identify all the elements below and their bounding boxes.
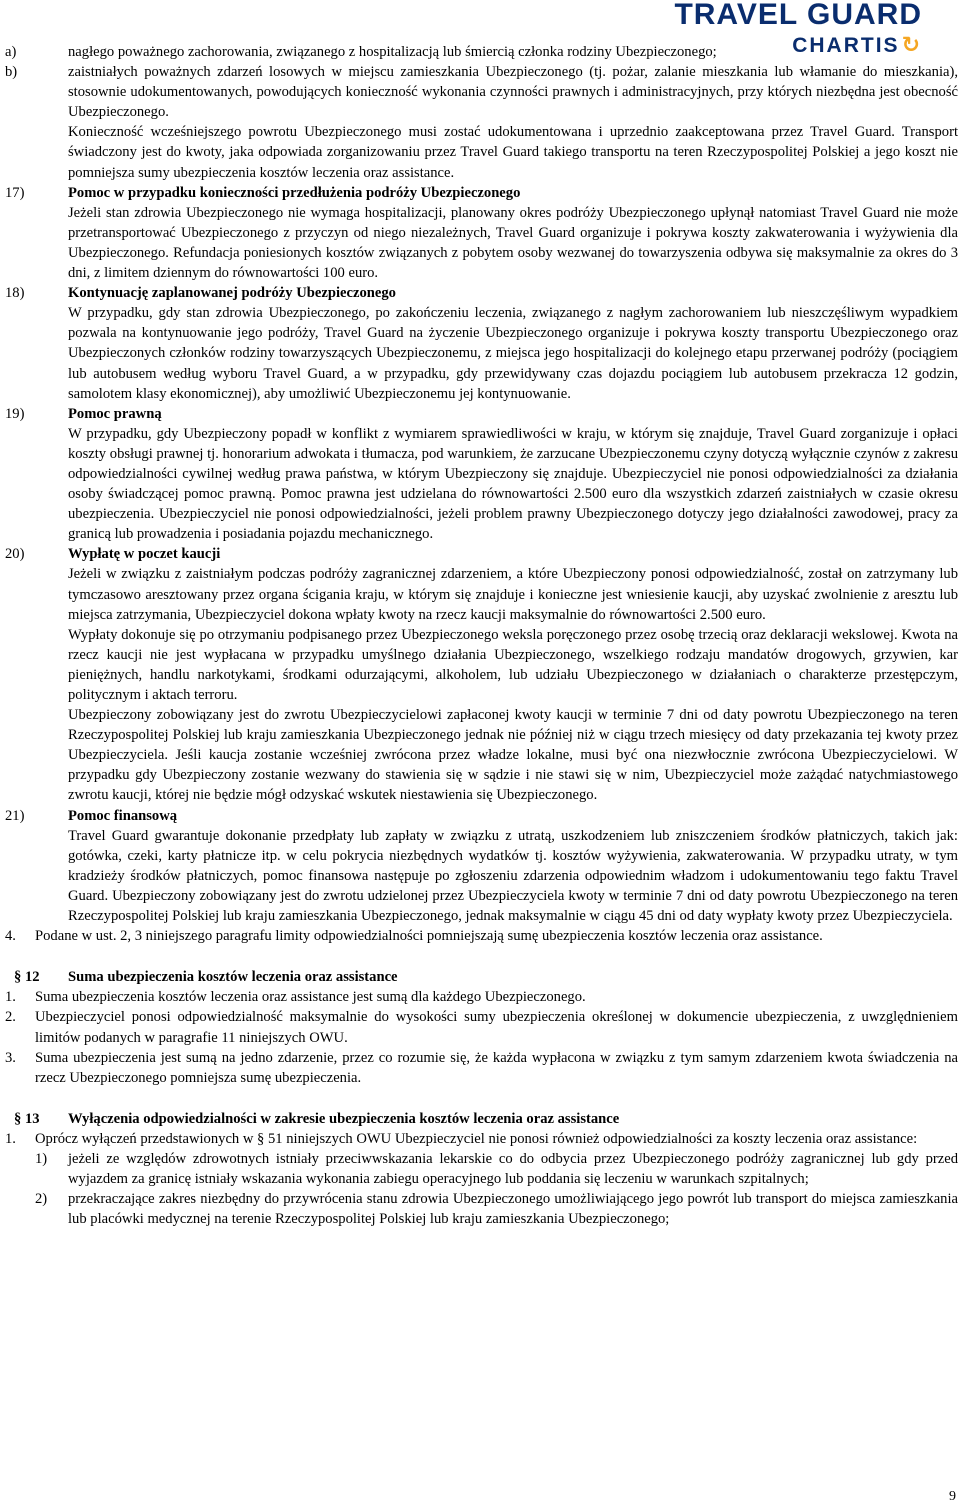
section-heading: § 13 Wyłączenia odpowiedzialności w zakresie ubezpieczenia kosztów leczenia oraz assistance [0, 1109, 960, 1129]
sub-brand-name: CHARTIS [792, 34, 900, 57]
item-title: Pomoc finansową [68, 807, 178, 824]
paragraph: Travel Guard gwarantuje dokonanie przedpłaty lub zapłaty w związku z utratą, uszkodzeniem lub zniszczeniem środków płatniczych, takich jak: gotówka, czeki, karty płatnicze itp. w celu pokrycia niezbędnych wydatków tj. kosztów wyżywienia, zakwaterowania. W przypadku utraty, w tym kradzieży środków płatniczych, pomoc finansowa następuje po zgłoszeniu zdarzenia odpowiednim władzom i udokumentowaniu tego faktu Travel Guard. Ubezpieczony zobowiązany jest do zwrotu udzielonej przez Ubezpieczyciela kwoty w terminie 7 dni od daty powrotu Ubezpieczonego na teren Rzeczypospolitej Polskiej lub kraju zamieszkania Ubezpieczonego, jednak maksymalnie w ciągu 45 dni od daty wypłaty kwoty przez Ubezpieczyciela. [68, 827, 958, 925]
paragraph: Konieczność wcześniejszego powrotu Ubezpieczonego musi zostać udokumentowana i uprzednio zaakceptowana przez Travel Guard. Transport świadczony jest do kwoty, jaka odpowiada zorganizowaniu przez Travel Guard takiego transportu na teren Rzeczypospolitej Polskiej a jego koszt nie pomniejsza sumy ubezpieczenia kosztów leczenia oraz assistance. [68, 124, 958, 181]
list-item: 20) Wypłatę w poczet kaucji Jeżeli w związku z zaistniałym podczas podróży zagranicznej zdarzeniem, a które Ubezpieczony ponosi odpowiedzialność, został on zatrzymany lub tymczasowo aresztowany przez organa ścigania kraju, w którym się znajduje i konieczne jest wniesienie kaucji, aby uzyskać zwolnienie z aresztu lub miejsca zatrzymania, Ubezpieczyciel dokona wpłaty kwoty na rzecz kaucji maksymalnie do równowartości 2.500 euro. Wypłaty dokonuje się po otrzymaniu podpisanego przez Ubezpieczonego weksla poręczonego przez osobę trzecią oraz deklaracji wekslowej. Kwota na rzecz kaucji nie jest wypłacana w przypadku umyślnego działania Ubezpieczonego, wszelkiego rodzaju mandatów drogowych, grzywien, kar pieniężnych, handlu narkotykami, środkami odurzającymi, alkoholem, lub udziału Ubezpieczonego w działaniach o charakterze przestępczym, politycznym i aktach terroru. Ubezpieczony zobowiązany jest do zwrotu Ubezpieczycielowi zapłaconej kwoty kaucji w terminie 7 dni od daty powrotu Ubezpieczonego na teren Rzeczypospolitej Polskiej lub kraju zamieszkania Ubezpieczonego jednak nie później niż w ciągu trzech miesięcy od daty przekazania tej kwoty przez Ubezpieczyciela. Jeśli kaucja zostanie wcześniej zwrócona przez władze lokalne, musi być ona niezwłocznie zwrócona Ubezpieczycielowi. W przypadku gdy Ubezpieczony zostanie wezwany do stawienia się w sądzie i nie stawi się w nim, Ubezpieczyciel może zażądać natychmiastowego zwrotu kaucji, której nie będzie mógł odzyskać wskutek niestawienia się Ubezpieczonego. [0, 544, 960, 805]
list-item: 2) przekraczające zakres niezbędny do przywrócenia stanu zdrowia Ubezpieczonego umożliwiającego jego powrót lub transport do miejsca zamieszkania lub placówki medycznej na terenie Rzeczypospolitej Polskiej lub kraju zamieszkania Ubezpieczonego; [35, 1191, 958, 1228]
paragraph: W przypadku, gdy Ubezpieczony popadł w konflikt z wymiarem sprawiedliwości w kraju, w którym się znajduje, Travel Guard zorganizuje i opłaci koszty obsługi prawnej tj. honorarium adwokata i tłumacza, pod warunkiem, że zarzucane Ubezpieczonemu czyny dotyczą wyłącznie czynów z zakresu odpowiedzialności cywilnej według prawa państwa, w którym Ubezpieczony się znajduje. Ubezpieczyciel nie ponosi odpowiedzialności za działania osoby świadczącej pomoc prawną. Pomoc prawna jest udzielana do równowartości 2.500 euro dla wszystkich zdarzeń zaistniałych w czasie okresu ubezpieczenia. Ubezpieczyciel nie ponosi odpowiedzialności, jeżeli problem prawny Ubezpieczonego dotyczy jego działalności zawodowej, pracy za granicą lub prowadzenia i posiadania pojazdu mechanicznego. [68, 425, 958, 543]
list-item: 2. Ubezpieczyciel ponosi odpowiedzialność maksymalnie do wysokości sumy ubezpieczenia określonej w dokumencie ubezpieczenia, z uwzględnieniem limitów podanych w paragrafie 11 niniejszych OWU. [5, 1009, 958, 1046]
list-item: 1) jeżeli ze względów zdrowotnych istniały przeciwwskazania lekarskie co do odbycia przez Ubezpieczonego podróży zagranicznej lub gdy przed wyjazdem za granicę istniały wskazania wykonania zabiegu operacyjnego lub poddania się leczeniu w warunkach szpitalnych; [35, 1150, 958, 1188]
document-body [0, 42, 960, 1229]
section-heading: § 12 Suma ubezpieczenia kosztów leczenia oraz assistance [0, 967, 960, 987]
list-item: 18) Kontynuację zaplanowanej podróży Ubezpieczonego W przypadku, gdy stan zdrowia Ubezpieczonego, po zakończeniu leczenia, związanego z nagłym zachorowaniem lub nieszczęśliwym wypadkiem pozwala na kontynuowanie jego podróży, Travel Guard na życzenie Ubezpieczonego organizuje i pokrywa koszty transportu Ubezpieczonego oraz Ubezpieczonych członków rodziny towarzyszących Ubezpieczonemu, z miejsca jego hospitalizacji do kolejnego etapu przerwanej podróży (pociągiem lub autobusem według wyboru Travel Guard, a w przypadku, gdy przewidywany czas dojazdu pociągiem lub autobusem przekracza 12 godzin, samolotem klasy ekonomicznej), aby umożliwić Ubezpieczonemu jej kontynuowanie. [0, 283, 960, 404]
paragraph: Ubezpieczony zobowiązany jest do zwrotu Ubezpieczycielowi zapłaconej kwoty kaucji w terminie 7 dni od daty powrotu Ubezpieczonego na teren Rzeczypospolitej Polskiej lub kraju zamieszkania Ubezpieczonego jednak nie później niż w ciągu trzech miesięcy od daty przekazania tej kwoty przez Ubezpieczyciela. Jeśli kaucja zostanie wcześniej zwrócona przez władze lokalne, musi być ona niezwłocznie zwrócona Ubezpieczycielowi. W przypadku gdy Ubezpieczony zostanie wezwany do stawienia się w sądzie i nie stawi się w nim, Ubezpieczyciel może zażądać natychmiastowego zwrotu kaucji, której nie będzie mógł odzyskać wskutek niestawienia się Ubezpieczonego. [68, 707, 958, 804]
section-symbol: § 13 [14, 1110, 40, 1127]
list-item: 19) Pomoc prawną W przypadku, gdy Ubezpieczony popadł w konflikt z wymiarem sprawiedliwości w kraju, w którym się znajduje, Travel Guard zorganizuje i opłaci koszty obsługi prawnej tj. honorarium adwokata i tłumacza, pod warunkiem, że zarzucane Ubezpieczonemu czyny dotyczą wyłącznie czynów z zakresu odpowiedzialności cywilnej według prawa państwa, w którym Ubezpieczony się znajduje. Ubezpieczyciel nie ponosi odpowiedzialności za działania osoby świadczącej pomoc prawną. Pomoc prawna jest udzielana do równowartości 2.500 euro dla wszystkich zdarzeń zaistniałych w czasie okresu ubezpieczenia. Ubezpieczyciel nie ponosi odpowiedzialności, jeżeli problem prawny Ubezpieczonego dotyczy jego działalności zawodowej, pracy za granicą lub prowadzenia i posiadania pojazdu mechanicznego. [0, 404, 960, 545]
list-item: 3. Suma ubezpieczenia jest sumą na jedno zdarzenie, przez co rozumie się, że każda wypłacona w związku z tym samym zdarzeniem kwota świadczenia na rzecz Ubezpieczonego pomniejsza sumę ubezpieczenia. [5, 1049, 958, 1086]
page-number: 9 [949, 1488, 956, 1504]
section-symbol: § 12 [14, 969, 40, 986]
list-item: 1. Suma ubezpieczenia kosztów leczenia oraz assistance jest sumą dla każdego Ubezpieczonego. [5, 989, 586, 1006]
item-title: Wypłatę w poczet kaucji [68, 546, 221, 563]
list-item: a) nagłego poważnego zachorowania, związanego z hospitalizacją lub śmiercią członka rodziny Ubezpieczonego; [5, 44, 717, 60]
list-item: 21) Pomoc finansową Travel Guard gwarantuje dokonanie przedpłaty lub zapłaty w związku z utratą, uszkodzeniem lub zniszczeniem środków płatniczych, takich jak: gotówka, czeki, karty płatnicze itp. w celu pokrycia niezbędnych wydatków tj. kosztów wyżywienia, zakwaterowania. W przypadku utraty, w tym kradzieży środków płatniczych, pomoc finansowa następuje po zgłoszeniu zdarzenia odpowiednim władzom i udokumentowaniu tego faktu Travel Guard. Ubezpieczony zobowiązany jest do zwrotu udzielonej przez Ubezpieczyciela kwoty w terminie 7 dni od daty powrotu Ubezpieczonego na teren Rzeczypospolitej Polskiej lub kraju zamieszkania Ubezpieczonego, jednak maksymalnie w ciągu 45 dni od daty wypłaty kwoty przez Ubezpieczyciela. [0, 806, 960, 927]
paragraph: Jeżeli stan zdrowia Ubezpieczonego nie wymaga hospitalizacji, planowany okres podróży Ubezpieczonego upłynął natomiast Travel Guard nie może przetransportować Ubezpieczonego z przyczyn od niego niezależnych, Travel Guard organizuje i pokrywa koszty zakwaterowania i wyżywienia dla Ubezpieczonego. Refundacja poniesionych kosztów związanych z pobytem osoby wezwanej do towarzyszenia odbywa się maksymalnie za okres do 3 dni, z limitem dziennym do równowartości 100 euro. [68, 204, 958, 282]
paragraph: W przypadku, gdy stan zdrowia Ubezpieczonego, po zakończeniu leczenia, związanego z nagłym zachorowaniem lub nieszczęśliwym wypadkiem pozwala na kontynuowanie jego podróży, Travel Guard na życzenie Ubezpieczonego organizuje i pokrywa koszty transportu Ubezpieczonego oraz Ubezpieczonych członków rodziny towarzyszących Ubezpieczonemu, z miejsca jego hospitalizacji do kolejnego etapu przerwanej podróży (pociągiem lub autobusem według wyboru Travel Guard, a w przypadku, gdy przewidywany czas dojazdu pociągiem lub autobusem przekracza 12 godzin, samolotem klasy ekonomicznej), aby umożliwić Ubezpieczonemu jej kontynuowanie. [68, 305, 958, 402]
item-title: Pomoc prawną [68, 405, 162, 422]
item-title: Pomoc w przypadku konieczności przedłużenia podróży Ubezpieczonego [68, 184, 521, 201]
list-item: 1. Oprócz wyłączeń przedstawionych w § 51 niniejszych OWU Ubezpieczyciel nie ponosi również odpowiedzialności za koszty leczenia oraz assistance: [5, 1130, 918, 1147]
list-item: 4. Podane w ust. 2, 3 niniejszego paragrafu limity odpowiedzialności pomniejszają sumę ubezpieczenia kosztów leczenia oraz assistance. [5, 928, 823, 945]
chartis-swirl-icon: ↻ [901, 32, 922, 57]
list-item: b) zaistniałych poważnych zdarzeń losowych w miejscu zamieszkania Ubezpieczonego (tj. pożar, zalanie mieszkania lub włamanie do mieszkania), stosownie udokumentowanych, powodujących konieczność wykonania czynności prawnych i administracyjnych, przy których niezbędna jest obecność Ubezpieczonego. [5, 64, 958, 121]
list-item: 17) Pomoc w przypadku konieczności przedłużenia podróży Ubezpieczonego Jeżeli stan zdrowia Ubezpieczonego nie wymaga hospitalizacji, planowany okres podróży Ubezpieczonego upłynął natomiast Travel Guard nie może przetransportować Ubezpieczonego z przyczyn od niego niezależnych, Travel Guard organizuje i pokrywa koszty zakwaterowania i wyżywienia dla Ubezpieczonego. Refundacja poniesionych kosztów związanych z pobytem osoby wezwanej do towarzyszenia odbywa się maksymalnie za okres do 3 dni, z limitem dziennym do równowartości 100 euro. [0, 183, 960, 283]
paragraph: Wypłaty dokonuje się po otrzymaniu podpisanego przez Ubezpieczonego weksla poręczonego przez osobę trzecią oraz deklaracji wekslowej. Kwota na rzecz kaucji nie jest wypłacana w przypadku umyślnego działania Ubezpieczonego, wszelkiego rodzaju mandatów drogowych, grzywien, kar pieniężnych, handlu narkotykami, środkami odurzającymi, alkoholem, lub udziału Ubezpieczonego w działaniach o charakterze przestępczym, politycznym i aktach terroru. [68, 626, 958, 703]
item-title: Kontynuację zaplanowanej podróży Ubezpieczonego [68, 285, 396, 302]
paragraph: Jeżeli w związku z zaistniałym podczas podróży zagranicznej zdarzeniem, a które Ubezpieczony ponosi odpowiedzialność, został on zatrzymany lub tymczasowo aresztowany przez organa ścigania kraju, w którym się znajduje i konieczne jest wniesienie kaucji, aby uzyskać zwolnienie z aresztu lub miejsca zatrzymania, Ubezpieczyciel dokona wpłaty kwoty na rzecz kaucji maksymalnie do równowartości 2.500 euro. [68, 566, 958, 623]
brand-name: TRAVEL GUARD [674, 0, 922, 31]
